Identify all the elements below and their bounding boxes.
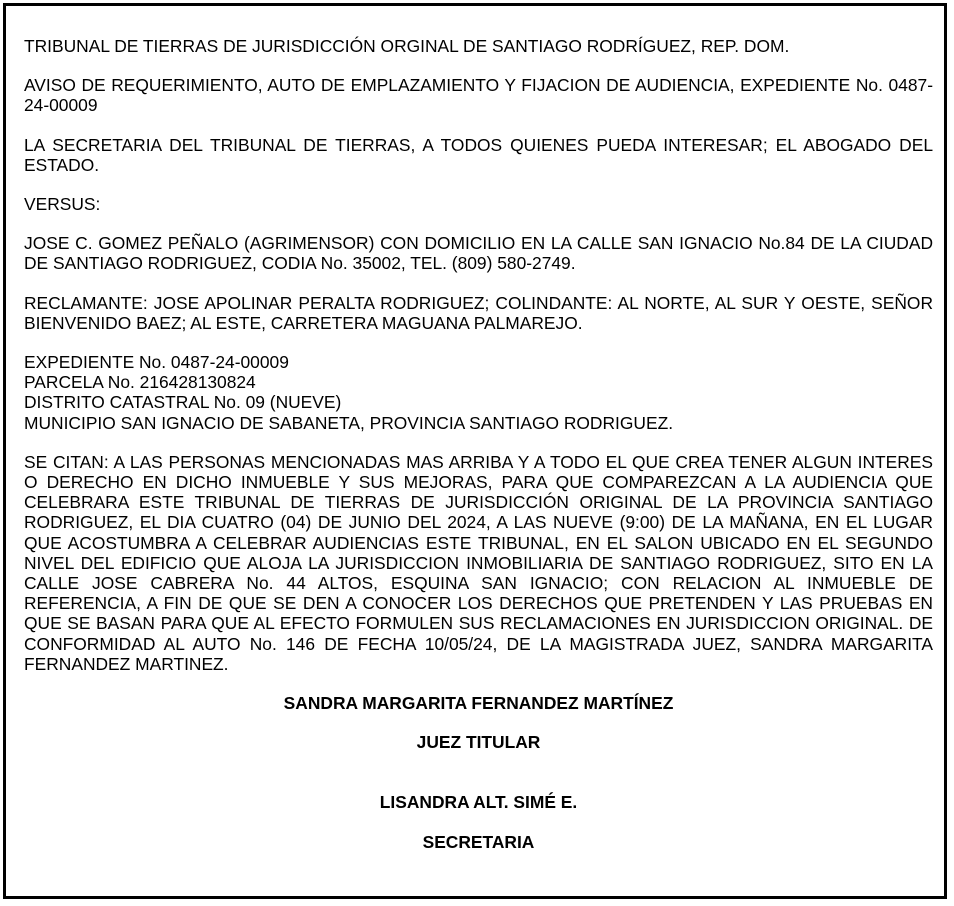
notice-body xyxy=(24,36,933,871)
surveyor-paragraph: JOSE C. GOMEZ PEÑALO (AGRIMENSOR) CON DOMICILIO EN LA CALLE SAN IGNACIO No.84 DE LA CIUDAD DE SANTIAGO RODRIGUEZ, CODIA No. 35002, TEL. (809) 580-2749. xyxy=(24,233,933,274)
court-heading: TRIBUNAL DE TIERRAS DE JURISDICCIÓN ORGINAL DE SANTIAGO RODRÍGUEZ, REP. DOM. xyxy=(24,36,790,56)
summons-paragraph: SE CITAN: A LAS PERSONAS MENCIONADAS MAS ARRIBA Y A TODO EL QUE CREA TENER ALGUN INTERES O DERECHO EN DICHO INMUEBLE Y SUS MEJORAS, PARA QUE COMPAREZCAN A LA AUDIENCIA QUE CELEBRARA ESTE TRIBUNAL DE TIERRAS DE JURISDICCIÓN ORIGINAL DE LA PROVINCIA SANTIAGO RODRIGUEZ, EL DIA CUATRO (04) DE JUNIO DEL 2024, A LAS NUEVE (9:00) DE LA MAÑANA, EN EL LUGAR QUE ACOSTUMBRA A CELEBRAR AUDIENCIAS ESTE TRIBUNAL, EN EL SALON UBICADO EN EL SEGUNDO NIVEL DEL EDIFICIO QUE ALOJA LA JURISDICCION INMOBILIARIA DE SANTIAGO RODRIGUEZ, SITO EN LA CALLE JOSE CABRERA No. 44 ALTOS, ESQUINA SAN IGNACIO; CON RELACION AL INMUEBLE DE REFERENCIA, A FIN DE QUE SE DEN A CONOCER LOS DERECHOS QUE PRETENDEN Y LAS PRUEBAS EN QUE SE BASAN PARA QUE AL EFECTO FORMULEN SUS RECLAMACIONES EN JURISDICCION ORIGINAL. DE CONFORMIDAD AL AUTO No. 146 DE FECHA 10/05/24, DE LA MAGISTRADA JUEZ, SANDRA MARGARITA FERNANDEZ MARTINEZ. xyxy=(24,451,933,674)
expediente-line: EXPEDIENTE No. 0487-24-00009 xyxy=(24,352,289,373)
claimant-paragraph: RECLAMANTE: JOSE APOLINAR PERALTA RODRIGUEZ; COLINDANTE: AL NORTE, AL SUR Y OESTE, SEÑOR BIENVENIDO BAEZ; AL ESTE, CARRETERA MAGUANA PALMAREJO. xyxy=(24,292,933,333)
signature-block-judge xyxy=(24,693,933,752)
notice-title: AVISO DE REQUERIMIENTO, AUTO DE EMPLAZAMIENTO Y FIJACION DE AUDIENCIA, EXPEDIENTE No. 0487-24-00009 xyxy=(24,75,933,116)
secretary-title: SECRETARIA xyxy=(422,831,535,852)
judge-name: SANDRA MARGARITA FERNANDEZ MARTÍNEZ xyxy=(283,693,674,714)
secretary-name: LISANDRA ALT. SIMÉ E. xyxy=(379,792,578,813)
case-details xyxy=(24,352,933,433)
notice-border xyxy=(3,3,947,899)
distrito-line: DISTRITO CATASTRAL No. 09 (NUEVE) xyxy=(24,392,342,413)
judge-title: JUEZ TITULAR xyxy=(416,732,541,753)
municipio-line: MUNICIPIO SAN IGNACIO DE SABANETA, PROVINCIA SANTIAGO RODRIGUEZ. xyxy=(24,412,674,433)
signature-block-secretary xyxy=(24,792,933,851)
addressed-paragraph: LA SECRETARIA DEL TRIBUNAL DE TIERRAS, A TODOS QUIENES PUEDA INTERESAR; EL ABOGADO DEL ESTADO. xyxy=(24,134,933,175)
parcela-line: PARCELA No. 216428130824 xyxy=(24,372,256,393)
versus-label: VERSUS: xyxy=(24,194,101,215)
